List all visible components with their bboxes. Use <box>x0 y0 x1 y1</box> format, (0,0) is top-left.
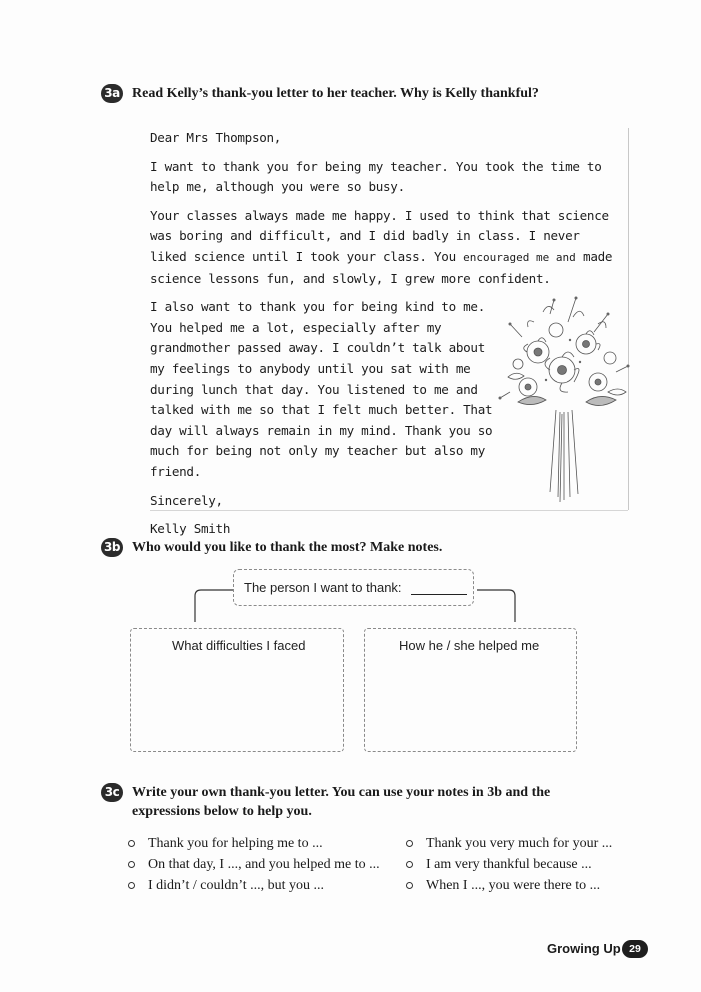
letter-paragraph-2-encouraged: encouraged me and <box>463 250 576 264</box>
section-3b-heading: Who would you like to thank the most? Make notes. <box>132 540 443 555</box>
expression-item <box>128 833 380 854</box>
expression-item <box>128 875 380 896</box>
expression-text: When I ..., you were there to ... <box>426 878 601 893</box>
difficulties-title: What difficulties I faced <box>172 638 306 653</box>
bullet-icon <box>406 840 413 847</box>
bullet-icon <box>406 882 413 889</box>
expression-text: I am very thankful because ... <box>426 857 592 872</box>
letter-greeting: Dear Mrs Thompson, <box>150 130 282 145</box>
section-3c-badge: 3c <box>101 783 123 802</box>
section-3a-heading: Read Kelly’s thank-you letter to her teacher. Why is Kelly thankful? <box>132 86 539 101</box>
page-number: 29 <box>622 940 648 958</box>
bullet-icon <box>128 840 135 847</box>
person-label-text: The person I want to thank: <box>244 580 402 595</box>
letter-paragraph-2 <box>150 206 615 289</box>
how-helped-title: How he / she helped me <box>399 638 540 653</box>
letter-paragraph-1: I want to thank you for being my teacher. You took the time to help me, although you were so busy. <box>150 158 602 195</box>
letter-paragraph-3: I also want to thank you for being kind to me. You helped me a lot, especially after my grandmother passed away. I couldn’t talk about my feelings to anybody until you sat with me during lunch that day. You listened to me and talked with me so that I felt much better. That day will always remain in my mind. Thank you so much for being not only my teacher but also my friend. <box>150 299 493 479</box>
section-3c-heading-line1: Write your own thank-you letter. You can use your notes in 3b and the <box>132 785 551 800</box>
bullet-icon <box>406 861 413 868</box>
expression-item <box>406 875 612 896</box>
bullet-icon <box>128 861 135 868</box>
expression-text: I didn’t / couldn’t ..., but you ... <box>148 878 325 893</box>
expression-item <box>406 833 612 854</box>
letter-paragraph-2-start: Your classes always made me happy. I used to think that science was boring and difficult, and I did badly in class. I never liked science until I took your class. You <box>150 207 609 264</box>
expressions-left-list <box>128 833 380 896</box>
expressions-right-list <box>406 833 612 896</box>
expression-item <box>128 854 380 875</box>
expression-item <box>406 854 612 875</box>
section-3c-heading-line2: expressions below to help you. <box>132 804 312 819</box>
person-to-thank-label <box>244 580 402 595</box>
expression-text: On that day, I ..., and you helped me to ... <box>148 857 380 872</box>
letter-paragraph-2-end: made science lessons fun, and slowly, I grew more confident. <box>150 248 613 286</box>
unit-title: Growing Up <box>547 941 621 956</box>
flower-bouquet-illustration <box>498 292 633 507</box>
letter-closing: Sincerely, <box>150 492 223 508</box>
expression-text: Thank you for helping me to ... <box>148 836 323 851</box>
bullet-icon <box>128 882 135 889</box>
expression-text: Thank you very much for your ... <box>426 836 613 851</box>
section-3a-badge: 3a <box>101 84 123 103</box>
letter-signature: Kelly Smith <box>150 521 231 537</box>
section-3b-badge: 3b <box>101 538 123 557</box>
person-to-thank-input[interactable] <box>411 594 467 595</box>
